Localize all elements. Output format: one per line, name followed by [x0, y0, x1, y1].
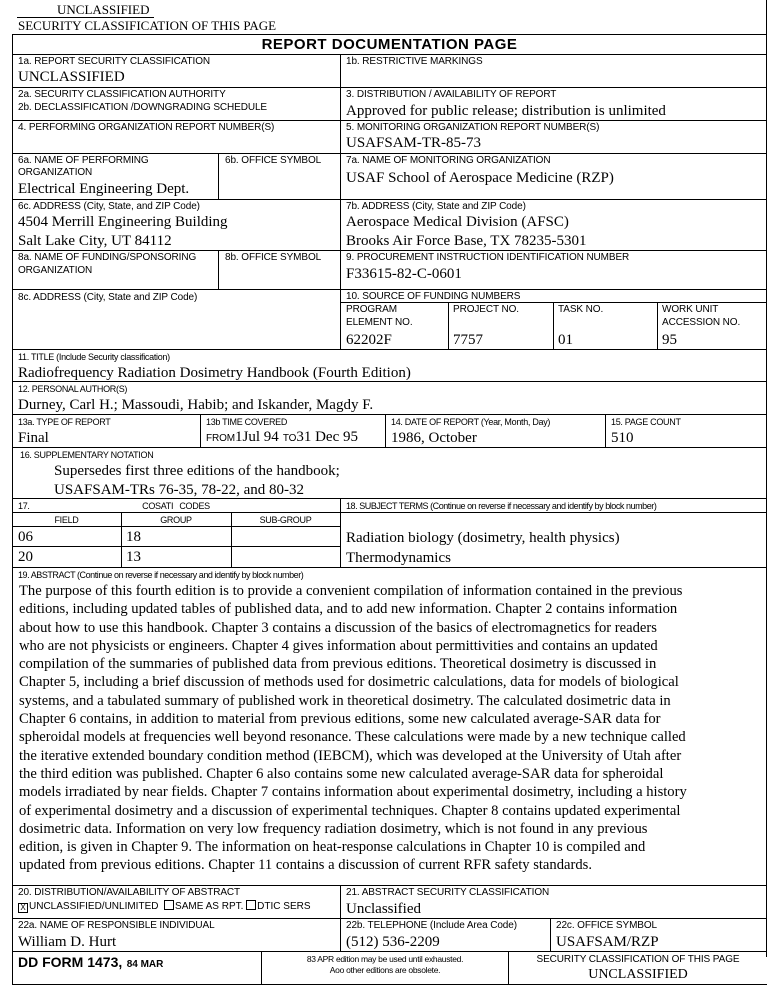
row-divider	[12, 153, 767, 154]
row-divider	[12, 918, 767, 919]
cosati-header-group: GROUP	[160, 515, 192, 525]
subject-term-1[interactable]: Radiation biology (dosimetry, health physics)	[346, 530, 620, 546]
abstract-line: editions, including updated tables of published data, and to add new information. Chapter 2 contains information	[19, 601, 678, 618]
row-divider	[340, 512, 767, 513]
cosati-row-1-group[interactable]: 18	[126, 529, 141, 545]
field-2b-label: 2b. DECLASSIFICATION /DOWNGRADING SCHEDULE	[18, 102, 267, 113]
field-6c-label: 6c. ADDRESS (City, State, and ZIP Code)	[18, 201, 200, 212]
row-divider	[12, 414, 767, 415]
edition-note-1: 83 APR edition may be used until exhausted.	[306, 954, 464, 964]
option-same-as-rpt[interactable]	[164, 901, 243, 912]
field-7b-line2[interactable]: Brooks Air Force Base, TX 78235-5301	[346, 233, 587, 249]
col-divider	[448, 302, 449, 349]
field-4-label: 4. PERFORMING ORGANIZATION REPORT NUMBER(S)	[18, 122, 275, 133]
abstract-line: Chapter 5, including a brief discussion of methods used for dosimetric calculations, data for models of biological	[19, 674, 679, 691]
option-label: DTIC SERS	[257, 901, 311, 912]
program-element-label-cont: ELEMENT NO.	[346, 317, 413, 328]
abstract-line: The purpose of this fourth edition is to provide a convenient compilation of information contained in the previous	[19, 583, 683, 599]
abstract-line: updated from previous editions. Chapter 11 contains a discussion of current RFR safety standards.	[19, 857, 592, 874]
field-11-label: 11. TITLE (Include Security classification)	[18, 352, 170, 362]
form-identifier	[18, 954, 163, 972]
field-2a-label: 2a. SECURITY CLASSIFICATION AUTHORITY	[18, 89, 226, 100]
field-17-number: 17.	[18, 501, 30, 511]
col-divider	[550, 918, 551, 951]
field-13b-value[interactable]	[206, 428, 358, 446]
col-divider	[385, 414, 386, 447]
field-20-label: 20. DISTRIBUTION/AVAILABILITY OF ABSTRACT	[18, 887, 241, 898]
option-unclassified-unlimited[interactable]	[18, 901, 158, 912]
row-divider	[12, 54, 767, 55]
field-16-line2[interactable]: USAFSAM-TRs 76-35, 78-22, and 80-32	[54, 482, 305, 498]
field-12-value[interactable]: Durney, Carl H.; Massoudi, Habib; and Iskander, Magdy F.	[18, 397, 374, 413]
top-classification: UNCLASSIFIED	[57, 2, 150, 17]
col-divider	[218, 250, 219, 289]
field-14-value[interactable]: 1986, October	[391, 430, 477, 446]
field-16-label: 16. SUPPLEMENTARY NOTATION	[20, 450, 154, 460]
field-22a-value[interactable]: William D. Hurt	[18, 934, 117, 950]
field-13a-label: 13a. TYPE OF REPORT	[18, 417, 111, 427]
frame-line	[766, 0, 767, 957]
col-divider	[218, 153, 219, 199]
field-5-label: 5. MONITORING ORGANIZATION REPORT NUMBER(S)	[346, 122, 600, 133]
row-divider	[12, 567, 767, 568]
field-22b-label: 22b. TELEPHONE (Include Area Code)	[346, 920, 517, 931]
field-3-value[interactable]: Approved for public release; distribution is unlimited	[346, 103, 666, 119]
col-divider	[605, 414, 606, 447]
field-1b-label: 1b. RESTRICTIVE MARKINGS	[346, 56, 483, 67]
field-14-label: 14. DATE OF REPORT (Year, Month, Day)	[391, 417, 551, 427]
field-1a-label: 1a. REPORT SECURITY CLASSIFICATION	[18, 56, 211, 67]
from-date: 1Jul 94	[235, 429, 279, 445]
field-8c-label: 8c. ADDRESS (City, State and ZIP Code)	[18, 292, 198, 303]
field-19-label: 19. ABSTRACT (Continue on reverse if necessary and identify by block number)	[18, 570, 304, 580]
row-divider	[12, 250, 767, 251]
field-22a-label: 22a. NAME OF RESPONSIBLE INDIVIDUAL	[18, 920, 215, 931]
row-divider	[12, 349, 767, 350]
work-unit-label-cont: ACCESSION NO.	[662, 317, 741, 328]
abstract-line: Chapter 6 contains, in addition to material from previous editions, some new calculated average-SAR data for	[19, 711, 661, 728]
row-divider	[12, 546, 340, 547]
abstract-line: of experimental dosimetry and a discussion of experimental techniques. Chapter 8 contains updated experimental	[19, 802, 681, 819]
field-21-value[interactable]: Unclassified	[346, 901, 421, 917]
form-date: 84 MAR	[126, 959, 164, 970]
field-9-value[interactable]: F33615-82-C-0601	[346, 266, 462, 282]
option-label: UNCLASSIFIED/UNLIMITED	[29, 901, 159, 912]
project-no-label: PROJECT NO.	[453, 304, 519, 315]
field-12-label: 12. PERSONAL AUTHOR(S)	[18, 384, 128, 394]
from-word: FROM	[206, 433, 236, 444]
field-15-label: 15. PAGE COUNT	[611, 417, 681, 427]
row-divider	[12, 87, 767, 88]
col-divider	[200, 414, 201, 447]
field-13b-label: 13b TIME COVERED	[206, 417, 288, 427]
work-unit-label: WORK UNIT	[662, 304, 719, 315]
field-22b-value[interactable]: (512) 536-2209	[346, 934, 440, 950]
program-element-value[interactable]: 62202F	[346, 332, 392, 348]
field-22c-value[interactable]: USAFSAM/RZP	[556, 934, 659, 950]
abstract-line: spheroidal models at frequencies well beyond resonance. These calculations were made by a new technique called	[19, 729, 686, 746]
field-8a-label-cont: ORGANIZATION	[18, 265, 93, 276]
field-21-label: 21. ABSTRACT SECURITY CLASSIFICATION	[346, 887, 550, 898]
abstract-line: compilation of the summaries of published data from previous editions. Theoretical dosimetry is discussed in	[19, 656, 657, 673]
task-no-value[interactable]: 01	[558, 332, 573, 348]
field-6c-line2[interactable]: Salt Lake City, UT 84112	[18, 233, 172, 249]
field-22c-label: 22c. OFFICE SYMBOL	[556, 920, 658, 931]
abstract-line: the third edition was published. Chapter 6 also contains some new calculated average-SAR data for spheroidal	[19, 765, 664, 782]
row-divider	[12, 512, 340, 513]
option-label: SAME AS RPT.	[175, 901, 244, 912]
form-title: REPORT DOCUMENTATION PAGE	[261, 36, 518, 53]
abstract-line: models irradiated by near fields. Chapter 7 contains information about experimental dosimetry, including a history	[19, 784, 687, 801]
abstract-line: about how to use this handbook. Chapter 3 contains a discussion of the basics of electromagnetics for readers	[19, 619, 657, 636]
field-1a-value[interactable]: UNCLASSIFIED	[18, 69, 125, 85]
field-7b-line1[interactable]: Aerospace Medical Division (AFSC)	[346, 214, 569, 230]
field-6a-label: 6a. NAME OF PERFORMING	[18, 155, 149, 166]
footer-classification-value: UNCLASSIFIED	[588, 967, 688, 982]
field-6a-value[interactable]: Electrical Engineering Dept.	[18, 181, 190, 197]
row-divider	[12, 447, 767, 448]
cosati-row-2-field[interactable]: 20	[18, 549, 33, 565]
col-divider	[340, 54, 341, 349]
field-5-value[interactable]: USAFSAM-TR-85-73	[346, 135, 482, 151]
checkbox-icon[interactable]	[246, 900, 256, 910]
row-divider	[12, 120, 767, 121]
col-divider	[553, 302, 554, 349]
to-date: 31 Dec 95	[296, 429, 358, 445]
field-18-label: 18. SUBJECT TERMS (Continue on reverse if necessary and identify by block number)	[346, 501, 657, 511]
footer-classification-caption: SECURITY CLASSIFICATION OF THIS PAGE	[536, 954, 740, 965]
subject-term-2[interactable]: Thermodynamics	[346, 550, 451, 566]
program-element-label: PROGRAM	[346, 304, 397, 315]
field-6c-line1[interactable]: 4504 Merrill Engineering Building	[18, 214, 228, 230]
cosati-row-1-field[interactable]: 06	[18, 529, 33, 545]
field-9-label: 9. PROCUREMENT INSTRUCTION IDENTIFICATION NUMBER	[346, 252, 630, 263]
field-16-line1[interactable]: Supersedes first three editions of the handbook;	[54, 463, 340, 479]
field-6b-label: 6b. OFFICE SYMBOL	[225, 155, 322, 166]
field-13a-value[interactable]: Final	[18, 430, 49, 446]
row-divider	[12, 885, 767, 886]
abstract-line: edition, is given in Chapter 9. The information on heat-response calculations in Chapter 10 is compiled and	[19, 839, 646, 856]
row-divider	[12, 526, 340, 527]
row-divider	[12, 199, 767, 200]
cosati-row-2-group[interactable]: 13	[126, 549, 141, 565]
checkbox-checked-icon[interactable]: X	[18, 903, 28, 913]
option-dtic-sers[interactable]	[246, 901, 310, 912]
field-11-value[interactable]: Radiofrequency Radiation Dosimetry Handbook (Fourth Edition)	[18, 365, 411, 381]
top-classification-caption: SECURITY CLASSIFICATION OF THIS PAGE	[18, 18, 277, 33]
to-word: TO	[282, 433, 297, 444]
abstract-line: systems, and a tabulated summary of published work in theoretical dosimetry. The calculated dosimetric data in	[19, 692, 671, 709]
col-divider	[340, 498, 341, 567]
cosati-header-field: FIELD	[54, 515, 79, 525]
field-6a-label-cont: ORGANIZATION	[18, 167, 93, 178]
field-8b-label: 8b. OFFICE SYMBOL	[225, 252, 322, 263]
row-divider	[12, 951, 767, 952]
field-17-label: COSATI CODES	[142, 501, 210, 511]
work-unit-value[interactable]: 95	[662, 332, 677, 348]
checkbox-icon[interactable]	[164, 900, 174, 910]
col-divider	[657, 302, 658, 349]
field-7a-label: 7a. NAME OF MONITORING ORGANIZATION	[346, 155, 551, 166]
abstract-line: dosimetric data. Information on very low frequency radiation dosimetry, which is not found in any previous	[19, 820, 648, 837]
field-15-value[interactable]: 510	[611, 430, 634, 446]
field-7b-label: 7b. ADDRESS (City, State and ZIP Code)	[346, 201, 526, 212]
field-7a-value[interactable]: USAF School of Aerospace Medicine (RZP)	[346, 170, 614, 186]
abstract-line: who are not physicists or engineers. Chapter 4 gives information about permittivities and contains an updated	[19, 637, 658, 654]
abstract-text[interactable]	[19, 582, 759, 875]
col-divider	[340, 885, 341, 951]
task-no-label: TASK NO.	[558, 304, 604, 315]
distribution-options	[18, 900, 311, 913]
frame-line	[12, 34, 767, 35]
edition-note-2: Aoo other editions are obsolete.	[329, 965, 441, 975]
field-10-label: 10. SOURCE OF FUNDING NUMBERS	[346, 291, 521, 302]
field-3-label: 3. DISTRIBUTION / AVAILABILITY OF REPORT	[346, 89, 557, 100]
cosati-header-subgroup: SUB-GROUP	[259, 515, 312, 525]
project-no-value[interactable]: 7757	[453, 332, 483, 348]
field-8a-label: 8a. NAME OF FUNDING/SPONSORING	[18, 252, 197, 263]
abstract-line: the iterative extended boundary condition method (IEBCM), which was developed at the University of Utah after	[19, 747, 682, 764]
row-divider	[12, 289, 767, 290]
form-name: DD FORM 1473,	[18, 954, 123, 970]
col-divider	[12, 951, 13, 985]
